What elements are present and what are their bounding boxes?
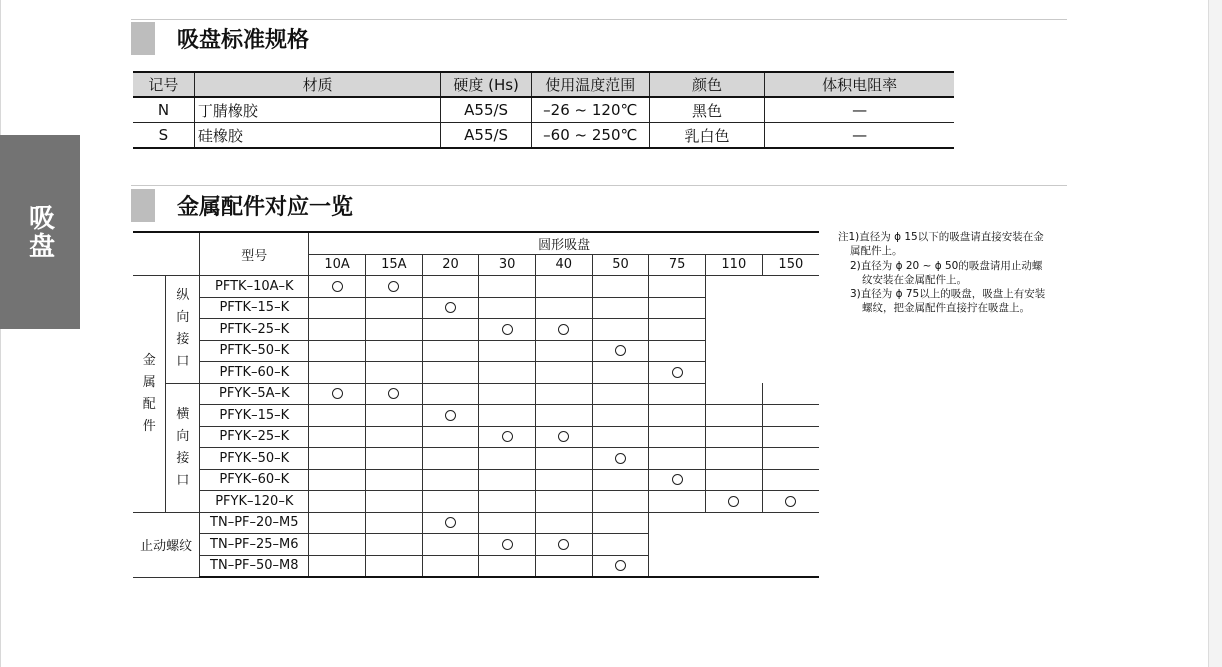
compat-cell	[309, 405, 366, 427]
compat-cell	[649, 469, 706, 491]
spec-material: 丁腈橡胶	[194, 97, 441, 123]
compat-mark	[615, 560, 626, 571]
table-row	[133, 340, 819, 362]
section2-heading	[131, 189, 353, 222]
model-number: PFTK–50–K	[200, 340, 309, 362]
table-row	[133, 362, 819, 384]
page-right-margin	[1208, 0, 1222, 667]
model-number: PFTK–15–K	[200, 297, 309, 319]
compat-cell	[592, 340, 649, 362]
compat-cell	[592, 512, 649, 534]
compat-cell	[535, 469, 592, 491]
note-line: 注1)直径为 ϕ 15以下的吸盘请直接安装在金	[838, 231, 1044, 243]
spec-code: S	[133, 123, 194, 149]
compat-cell	[422, 340, 479, 362]
category-stop-thread: 止动螺纹	[133, 512, 200, 577]
compat-cell	[365, 276, 422, 298]
side-tab-label: 吸盘	[24, 204, 55, 260]
compat-mark	[672, 367, 683, 378]
compat-mark	[502, 324, 513, 335]
compat-mark	[502, 539, 513, 550]
table-row	[133, 555, 819, 577]
model-number: TN–PF–50–M8	[200, 555, 309, 577]
compat-cell	[365, 405, 422, 427]
compat-cell	[535, 276, 592, 298]
header-size: 50	[592, 254, 649, 276]
table-row	[133, 426, 819, 448]
section1-rule	[131, 19, 1067, 20]
section1-title: 吸盘标准规格	[177, 28, 310, 53]
header-size: 40	[535, 254, 592, 276]
spec-header-row	[133, 72, 954, 97]
spec-resistivity: —	[765, 97, 954, 123]
compat-mark	[785, 496, 796, 507]
compat-mark	[388, 281, 399, 292]
compat-cell	[309, 555, 366, 577]
spec-header-temp: 使用温度范围	[531, 72, 649, 97]
compat-cell	[422, 383, 479, 405]
model-number: TN–PF–20–M5	[200, 512, 309, 534]
table-row	[133, 97, 954, 123]
section2-rule	[131, 185, 1067, 186]
spec-table	[133, 71, 954, 149]
compat-cell	[705, 276, 762, 298]
model-number: PFYK–60–K	[200, 469, 309, 491]
compat-cell	[705, 555, 762, 577]
compat-cell	[649, 362, 706, 384]
model-number: PFTK–60–K	[200, 362, 309, 384]
compat-cell	[762, 276, 819, 298]
section1-heading	[131, 22, 309, 55]
compat-cell	[592, 383, 649, 405]
section2-marker	[131, 189, 155, 222]
compat-cell	[309, 426, 366, 448]
compat-cell	[479, 297, 536, 319]
compat-cell	[422, 469, 479, 491]
subcategory-horizontal-port: 横 向 接 口	[166, 383, 200, 512]
page-left-edge	[0, 0, 1, 667]
compat-cell	[535, 340, 592, 362]
subcategory-vertical-port: 纵 向 接 口	[166, 276, 200, 384]
compat-cell	[762, 534, 819, 556]
compat-cell	[479, 448, 536, 470]
header-size: 30	[479, 254, 536, 276]
compat-cell	[535, 512, 592, 534]
compat-mark	[445, 410, 456, 421]
compat-cell	[309, 534, 366, 556]
compat-cell	[535, 362, 592, 384]
compat-mark	[728, 496, 739, 507]
compat-cell	[649, 383, 706, 405]
spec-hardness: A55/S	[441, 97, 532, 123]
compat-cell	[535, 534, 592, 556]
compat-cell	[649, 448, 706, 470]
compat-cell	[705, 469, 762, 491]
spec-header-color: 颜色	[649, 72, 765, 97]
fittings-header-row	[133, 232, 819, 254]
spec-header-code: 记号	[133, 72, 194, 97]
compat-cell	[762, 319, 819, 341]
compat-cell	[592, 448, 649, 470]
spec-temp: –60 ~ 250℃	[531, 123, 649, 149]
note-line: 纹安装在金属配件上。	[862, 273, 967, 286]
table-row	[133, 276, 819, 298]
note-line: 2)直径为 ϕ 20 ~ ϕ 50的吸盘请用止动螺	[850, 259, 1043, 272]
compat-cell	[365, 362, 422, 384]
compat-cell	[705, 448, 762, 470]
compat-cell	[422, 362, 479, 384]
compat-cell	[422, 319, 479, 341]
compat-cell	[309, 491, 366, 513]
compat-cell	[535, 491, 592, 513]
table-row	[133, 491, 819, 513]
compat-cell	[309, 448, 366, 470]
compat-cell	[592, 405, 649, 427]
table-row	[133, 512, 819, 534]
compat-cell	[535, 405, 592, 427]
model-number: TN–PF–25–M6	[200, 534, 309, 556]
compat-cell	[479, 491, 536, 513]
compat-cell	[309, 469, 366, 491]
compat-cell	[705, 491, 762, 513]
compat-cell	[649, 512, 706, 534]
model-number: PFYK–50–K	[200, 448, 309, 470]
compat-cell	[422, 297, 479, 319]
compat-mark	[332, 281, 343, 292]
section1-marker	[131, 22, 155, 55]
compat-cell	[365, 448, 422, 470]
spec-header-resistivity: 体积电阻率	[765, 72, 954, 97]
header-size: 75	[649, 254, 706, 276]
section2-title: 金属配件对应一览	[177, 195, 354, 220]
spec-code: N	[133, 97, 194, 123]
compat-cell	[479, 534, 536, 556]
compat-cell	[762, 340, 819, 362]
compat-cell	[365, 297, 422, 319]
compat-cell	[649, 426, 706, 448]
spec-header-material: 材质	[194, 72, 441, 97]
compat-mark	[558, 431, 569, 442]
compat-cell	[535, 448, 592, 470]
compat-cell	[422, 555, 479, 577]
header-size: 15A	[365, 254, 422, 276]
model-number: PFYK–25–K	[200, 426, 309, 448]
compat-cell	[592, 491, 649, 513]
compat-cell	[365, 383, 422, 405]
compat-cell	[705, 405, 762, 427]
fittings-table	[133, 231, 819, 578]
note-line: 3)直径为 ϕ 75以上的吸盘，吸盘上有安装	[850, 288, 1046, 301]
compat-cell	[535, 555, 592, 577]
note-line: 属配件上。	[850, 245, 903, 258]
compat-cell	[705, 426, 762, 448]
compat-cell	[649, 340, 706, 362]
compat-cell	[309, 276, 366, 298]
table-row	[133, 123, 954, 149]
compat-cell	[762, 362, 819, 384]
compat-cell	[365, 555, 422, 577]
compat-cell	[649, 405, 706, 427]
compat-cell	[479, 426, 536, 448]
model-number: PFYK–120–K	[200, 491, 309, 513]
header-size: 20	[422, 254, 479, 276]
table-row	[133, 383, 819, 405]
compat-mark	[445, 517, 456, 528]
compat-cell	[649, 297, 706, 319]
compat-cell	[649, 319, 706, 341]
category-metal-fittings: 金 属 配 件	[133, 276, 166, 513]
compat-cell	[762, 383, 819, 405]
compat-cell	[535, 319, 592, 341]
header-size: 150	[762, 254, 819, 276]
header-model: 型号	[200, 232, 309, 276]
compat-mark	[558, 324, 569, 335]
compat-cell	[592, 276, 649, 298]
spec-color: 黑色	[649, 97, 765, 123]
model-number: PFYK–5A–K	[200, 383, 309, 405]
compat-cell	[762, 426, 819, 448]
compat-cell	[762, 512, 819, 534]
model-number: PFTK–10A–K	[200, 276, 309, 298]
header-round-cup: 圆形吸盘	[309, 232, 819, 254]
compat-cell	[762, 491, 819, 513]
spec-material: 硅橡胶	[194, 123, 441, 149]
compat-mark	[558, 539, 569, 550]
compat-cell	[479, 405, 536, 427]
compat-cell	[309, 319, 366, 341]
compat-cell	[592, 555, 649, 577]
note-line: 螺纹，把金属配件直接拧在吸盘上。	[862, 302, 1030, 315]
compat-cell	[535, 426, 592, 448]
spec-header-hardness: 硬度 (Hs)	[441, 72, 532, 97]
compat-cell	[592, 297, 649, 319]
compat-cell	[649, 534, 706, 556]
compat-cell	[649, 555, 706, 577]
header-size: 110	[705, 254, 762, 276]
compat-cell	[479, 555, 536, 577]
header-blank	[133, 232, 200, 276]
compat-mark	[615, 453, 626, 464]
compat-cell	[479, 319, 536, 341]
compat-cell	[705, 383, 762, 405]
compat-cell	[365, 426, 422, 448]
model-number: PFTK–25–K	[200, 319, 309, 341]
compat-cell	[422, 405, 479, 427]
compat-cell	[365, 319, 422, 341]
compat-cell	[762, 469, 819, 491]
compat-cell	[649, 276, 706, 298]
compat-cell	[365, 491, 422, 513]
spec-color: 乳白色	[649, 123, 765, 149]
compat-cell	[479, 276, 536, 298]
compat-mark	[332, 388, 343, 399]
compat-cell	[479, 469, 536, 491]
compat-cell	[705, 297, 762, 319]
compat-cell	[592, 469, 649, 491]
compat-cell	[365, 469, 422, 491]
header-size: 10A	[309, 254, 366, 276]
compat-cell	[365, 340, 422, 362]
compat-cell	[309, 340, 366, 362]
compat-cell	[422, 534, 479, 556]
compat-cell	[422, 426, 479, 448]
compat-cell	[422, 512, 479, 534]
compat-cell	[422, 491, 479, 513]
compat-cell	[592, 319, 649, 341]
spec-temp: –26 ~ 120℃	[531, 97, 649, 123]
compat-cell	[649, 491, 706, 513]
compat-cell	[705, 362, 762, 384]
notes-block	[838, 230, 1078, 316]
compat-cell	[762, 448, 819, 470]
spec-resistivity: —	[765, 123, 954, 149]
compat-mark	[388, 388, 399, 399]
compat-mark	[672, 474, 683, 485]
table-row	[133, 448, 819, 470]
compat-cell	[309, 383, 366, 405]
compat-mark	[615, 345, 626, 356]
model-number: PFYK–15–K	[200, 405, 309, 427]
compat-cell	[592, 534, 649, 556]
compat-cell	[309, 512, 366, 534]
compat-cell	[762, 555, 819, 577]
compat-cell	[705, 534, 762, 556]
compat-cell	[592, 362, 649, 384]
compat-mark	[445, 302, 456, 313]
compat-cell	[592, 426, 649, 448]
table-row	[133, 297, 819, 319]
table-row	[133, 405, 819, 427]
table-row	[133, 319, 819, 341]
compat-cell	[535, 297, 592, 319]
compat-mark	[502, 431, 513, 442]
compat-cell	[705, 512, 762, 534]
compat-cell	[479, 362, 536, 384]
compat-cell	[762, 297, 819, 319]
compat-cell	[479, 383, 536, 405]
compat-cell	[422, 276, 479, 298]
compat-cell	[762, 405, 819, 427]
compat-cell	[479, 512, 536, 534]
table-row	[133, 469, 819, 491]
table-row	[133, 534, 819, 556]
compat-cell	[479, 340, 536, 362]
compat-cell	[309, 297, 366, 319]
compat-cell	[309, 362, 366, 384]
compat-cell	[422, 448, 479, 470]
compat-cell	[365, 534, 422, 556]
compat-cell	[535, 383, 592, 405]
spec-hardness: A55/S	[441, 123, 532, 149]
compat-cell	[705, 340, 762, 362]
side-tab-suction-cup[interactable]	[0, 135, 80, 329]
compat-cell	[705, 319, 762, 341]
compat-cell	[365, 512, 422, 534]
